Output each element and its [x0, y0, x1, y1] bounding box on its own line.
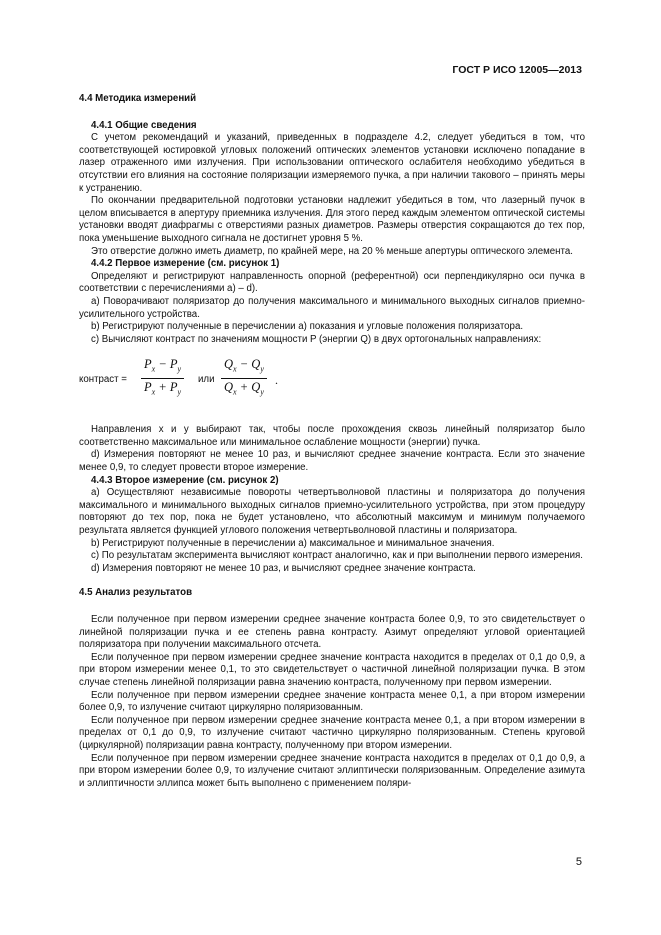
fraction-power [141, 358, 184, 399]
paragraph: Если полученное при первом измерении среднее значение контраста менее 0,1, а при втором измерении в пределах от 0,1 до 0,9, то излучение считают частично циркулярно поляризованным. Степень круговой (циркулярной) поляризации равна контрасту, полученному при втором измерении. [79, 714, 585, 751]
document-header: ГОСТ Р ИСО 12005—2013 [452, 64, 582, 76]
list-item: а) Осуществляют независимые повороты четвертьволновой пластины и поляризатора до получения максимального и минимального выходных сигналов приемно-усилительного устройства, при этом процедуру повторяют до тех пор, пока не будет установлено, что абсолютный максимум и минимум получаемого результата является функцией углового положения четвертьволновой пластины и поляризатора. [79, 487, 585, 537]
paragraph: По окончании предварительной подготовки установки надлежит убедиться в том, что лазерный пучок в целом вписывается в апертуру приемника излучения. Для этого перед каждым элементом оптической системы установки вводят диафрагмы с отверстиями разных диаметров. Размеры отверстия сокращаются до тех пор, пока уменьшение выходного сигнала не достигнет уровня 5 %. [79, 195, 585, 244]
document-body [79, 87, 585, 790]
paragraph: Если полученное при первом измерении среднее значение контраста находится в пределах от 0,1 до 0,9, а при втором измерении более 0,9, то излучение считают эллиптически поляризованным. Определение азимута и эллиптичности эллипса может быть выполнено с применением поляри- [79, 752, 585, 789]
page-number: 5 [575, 856, 582, 868]
paragraph: Направления x и y выбирают так, чтобы после прохождения сквозь линейный поляризатор было соответственно максимальное или минимальное ослабление мощности (энергии) пучка. [79, 424, 585, 448]
list-item: а) Поворачивают поляризатор до получения максимального и минимального выходных сигналов приемно-усилительного устройства. [79, 295, 585, 320]
section-4-4-2-title: 4.4.2 Первое измерение (см. рисунок 1) [91, 258, 280, 270]
fraction-denominator: $P_x + P_y$ [144, 380, 182, 397]
list-item: с) Вычисляют контраст по значениям мощности P (энергии Q) в двух ортогональных направлениях: [91, 333, 542, 345]
section-4-4-3-title: 4.4.3 Второе измерение (см. рисунок 2) [91, 474, 279, 486]
paragraph: Если полученное при первом измерении среднее значение контраста более 0,9, то это свидетельствует о линейной поляризации пучка и ее степень равна контрасту. Азимут определяют угловой ориентацией поляризатора при получении максимального отсчета. [79, 614, 585, 651]
section-4-4-title: 4.4 Методика измерений [79, 93, 197, 104]
fraction-numerator: $Q_x - Q_y$ [221, 358, 267, 379]
formula-label: контраст = [79, 374, 127, 386]
list-item: с) По результатам эксперимента вычисляют контраст аналогично, как и при выполнении первого измерения. [91, 550, 583, 562]
formula-or: или [198, 374, 215, 386]
formula-period: . [275, 373, 278, 388]
fraction-numerator: $P_x - P_y$ [141, 358, 184, 379]
paragraph: Если полученное при первом измерении среднее значение контраста находится в пределах от 0,1 до 0,9, а при втором измерении менее 0,1, то это свидетельствует о частичной линейной поляризации пучка. В этом случае степень линейной поляризации равна значению контраста, полученному при первом измерении. [79, 651, 585, 688]
paragraph: С учетом рекомендаций и указаний, приведенных в подразделе 4.2, следует убедиться в том, что соответствующей юстировкой угловых положений оптических элементов установки исключено попадание в лазер отраженного ими излучения. При использовании оптического ослабителя необходимо убедиться в отсутствии его влияния на состояние поляризации измеряемого пучка, а при наличии такового – принять меры к устранению. [79, 132, 585, 194]
list-item: b) Регистрируют полученные в перечислении а) максимальное и минимальное значения. [91, 537, 495, 549]
paragraph: Определяют и регистрируют направленность опорной (референтной) оси перпендикулярно оси пучка в соответствии с перечислениями а) – d). [79, 270, 585, 295]
paragraph: Если полученное при первом измерении среднее значение контраста менее 0,1, а при втором измерении более 0,9, то излучение считают циркулярно поляризованным. [79, 689, 585, 714]
fraction-energy [221, 358, 267, 399]
list-item: d) Измерения повторяют не менее 10 раз, и вычисляют среднее значение контраста. Если это значение менее 0,9, то следует провести второе измерение. [79, 449, 585, 474]
list-item: d) Измерения повторяют не менее 10 раз, и вычисляют среднее значение контраста. [91, 562, 476, 574]
section-4-4-1-title: 4.4.1 Общие сведения [91, 119, 197, 131]
fraction-denominator: $Q_x + Q_y$ [224, 380, 264, 397]
paragraph: Это отверстие должно иметь диаметр, по крайней мере, на 20 % меньше апертуры оптического элемента. [91, 245, 573, 257]
list-item: b) Регистрируют полученные в перечислении а) показания и угловые положения поляризатора. [91, 321, 524, 333]
section-4-5-title: 4.5 Анализ результатов [79, 587, 193, 599]
contrast-formula [79, 352, 585, 414]
